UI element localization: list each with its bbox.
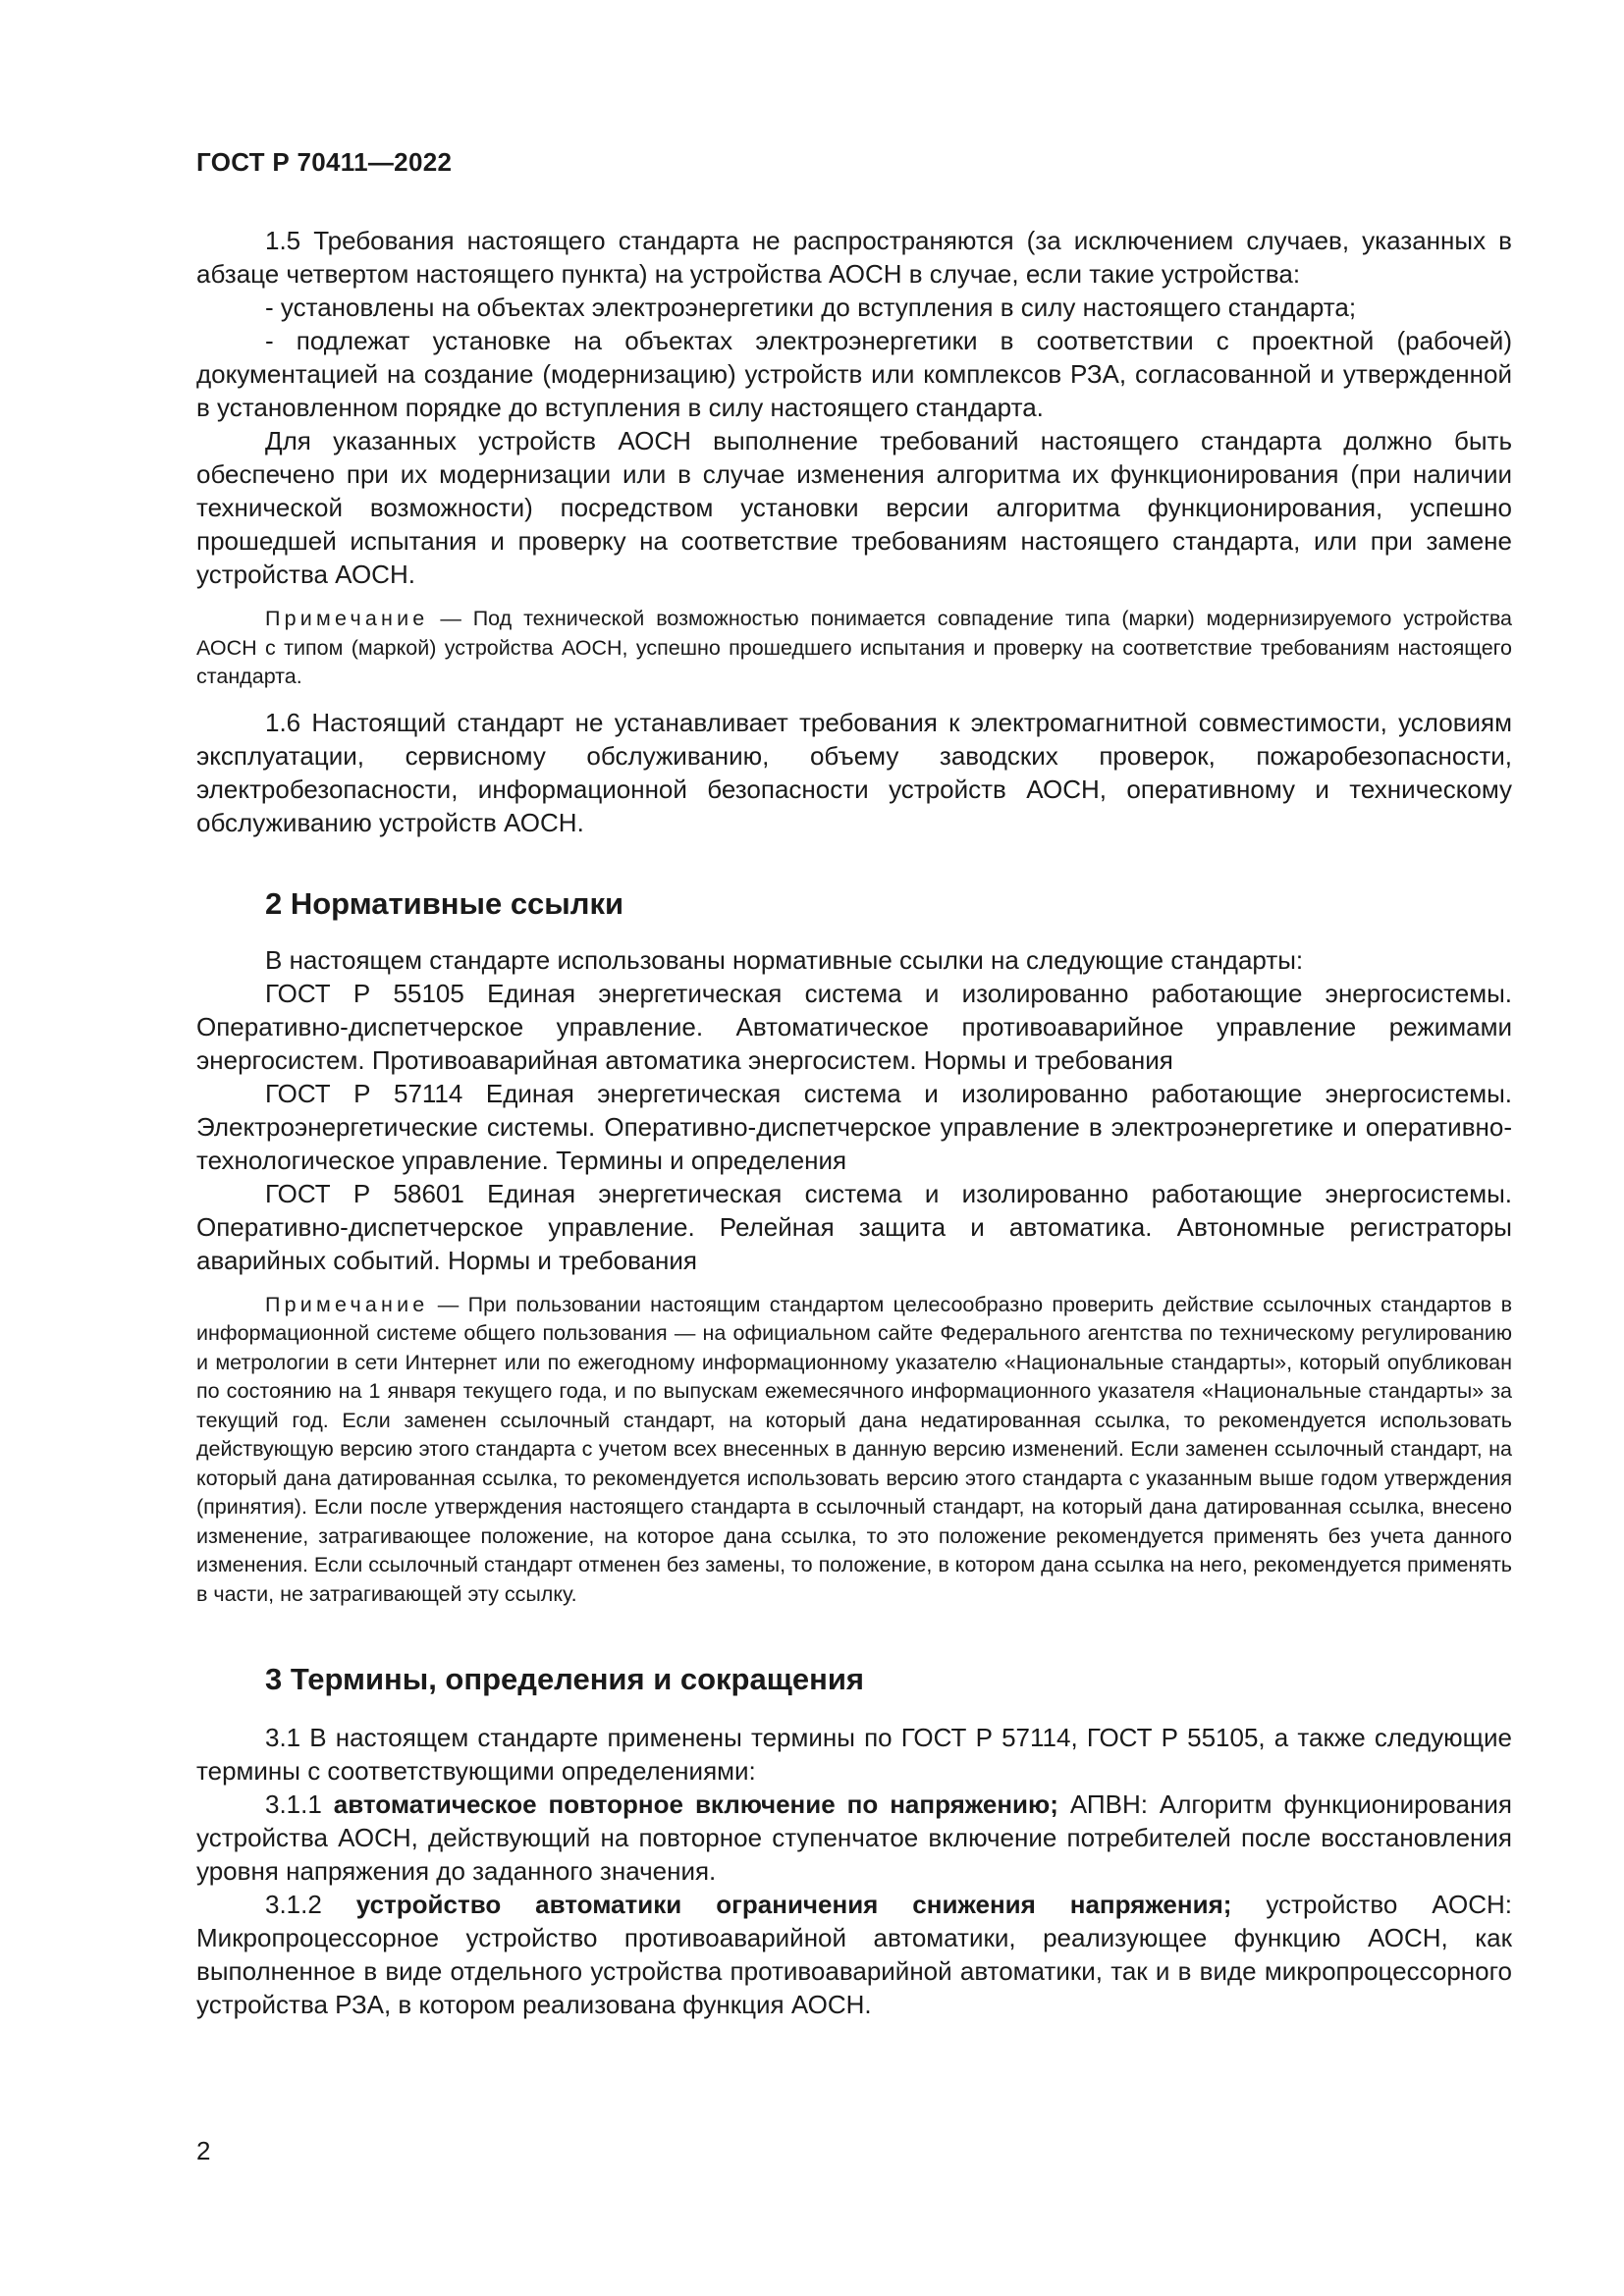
reference-gost-58601: ГОСТ Р 58601 Единая энергетическая система и изолированно работающие энергосистемы. Оперативно-диспетчерское управление. Релейная защита и автоматика. Автономные регистраторы аварийных событий. Нормы и требования xyxy=(196,1178,1512,1275)
note-label: Примечание xyxy=(265,607,429,630)
note-technical-possibility xyxy=(196,605,1512,692)
note-text: — Под технической возможностью понимается совпадение типа (марки) модернизируемого устройства АОСН с типом (маркой) устройства АОСН, успешно прошедшего испытания и проверку на соответствие требованиям настоящего стандарта. xyxy=(196,607,1512,688)
list-item: - установлены на объектах электроэнергетики до вступления в силу настоящего стандарта; xyxy=(265,293,1357,322)
page-content xyxy=(196,224,1512,2021)
note-text: — При пользовании настоящим стандартом целесообразно проверить действие ссылочных стандартов в информационной системе общего пользования — на официальном сайте Федерального агентства по техническому регулированию и метрологии в сети Интернет или по ежегодному информационному указателю «Национальные стандарты», который опубликован по состоянию на 1 января текущего года, и по выпускам ежемесячного информационного указателя «Национальные стандарты» за текущий год. Если заменен ссылочный стандарт, на который дана недатированная ссылка, то рекомендуется использовать действующую версию этого стандарта с учетом всех внесенных в данную версию изменений. Если заменен ссылочный стандарт, на который дана датированная ссылка, то рекомендуется использовать версию этого стандарта с указанным выше годом утверждения (принятия). Если после утверждения настоящего стандарта в ссылочный стандарт, на который дана датированная ссылка, внесено изменение, затрагивающее положение, на которое дана ссылка, то это положение рекомендуется применять без учета данного изменения. Если ссылочный стандарт отменен без замены, то положение, в котором дана ссылка на него, рекомендуется применять в части, не затрагивающей эту ссылку. xyxy=(196,1292,1512,1606)
list-item: - подлежат установке на объектах электроэнергетики в соответствии с проектной (рабочей) документацией на создание (модернизацию) устройств или комплексов РЗА, согласованной и утвержденной в установленном порядке до вступления в силу настоящего стандарта. xyxy=(196,326,1512,422)
paragraph-3-1: 3.1 В настоящем стандарте применены термины по ГОСТ Р 57114, ГОСТ Р 55105, а также следующие термины с соответствующими определениями: xyxy=(196,1723,1512,1786)
term-name: автоматическое повторное включение по напряжению; xyxy=(333,1789,1058,1819)
paragraph-modernization: Для указанных устройств АОСН выполнение требований настоящего стандарта должно быть обеспечено при их модернизации или в случае изменения алгоритма их функционирования (при наличии технической возможности) посредством установки версии алгоритма функционирования, успешно прошедшей испытания и проверку на соответствие требованиям настоящего стандарта, или при замене устройства АОСН. xyxy=(196,426,1512,589)
term-definition: АПВН: Алгоритм функционирования устройства АОСН, действующий на повторное ступенчатое включение потребителей после восстановления уровня напряжения до заданного значения. xyxy=(196,1789,1512,1886)
paragraph-1-6: 1.6 Настоящий стандарт не устанавливает требования к электромагнитной совместимости, условиям эксплуатации, сервисному обслуживанию, объему заводских проверок, пожаробезопасности, электробезопасности, информационной безопасности устройств АОСН, оперативному и техническому обслуживанию устройств АОСН. xyxy=(196,707,1512,837)
term-3-1-2 xyxy=(196,1888,1512,2021)
term-number: 3.1.1 xyxy=(265,1789,334,1819)
page-number: 2 xyxy=(196,2136,211,2165)
note-label: Примечание xyxy=(265,1292,429,1316)
document-header: ГОСТ Р 70411—2022 xyxy=(196,147,453,177)
note-references xyxy=(196,1291,1512,1610)
term-3-1-1 xyxy=(196,1788,1512,1888)
reference-gost-55105: ГОСТ Р 55105 Единая энергетическая система и изолированно работающие энергосистемы. Оперативно-диспетчерское управление. Автоматическое противоаварийное управление режимами энергосистем. Противоаварийная автоматика энергосистем. Нормы и требования xyxy=(196,978,1512,1075)
paragraph-references-intro: В настоящем стандарте использованы нормативные ссылки на следующие стандарты: xyxy=(265,944,1304,975)
section-heading-3: 3 Термины, определения и сокращения xyxy=(265,1662,864,1696)
reference-gost-57114: ГОСТ Р 57114 Единая энергетическая система и изолированно работающие энергосистемы. Электроэнергетические системы. Оперативно-диспетчерское управление в электроэнергетике и оперативно-технологическое управление. Термины и определения xyxy=(196,1078,1512,1175)
term-number: 3.1.2 xyxy=(265,1890,356,1919)
term-name: устройство автоматики ограничения снижения напряжения; xyxy=(355,1890,1232,1919)
paragraph-1-5: 1.5 Требования настоящего стандарта не распространяются (за исключением случаев, указанных в абзаце четвертом настоящего пункта) на устройства АОСН в случае, если такие устройства: xyxy=(196,226,1512,289)
section-heading-2: 2 Нормативные ссылки xyxy=(265,885,624,921)
term-definition: устройство АОСН: Микропроцессорное устройство противоаварийной автоматики, реализующее функцию АОСН, как выполненное в виде отдельного устройства противоаварийной автоматики, так и в виде микропроцессорного устройства РЗА, в котором реализована функция АОСН. xyxy=(196,1890,1513,2019)
